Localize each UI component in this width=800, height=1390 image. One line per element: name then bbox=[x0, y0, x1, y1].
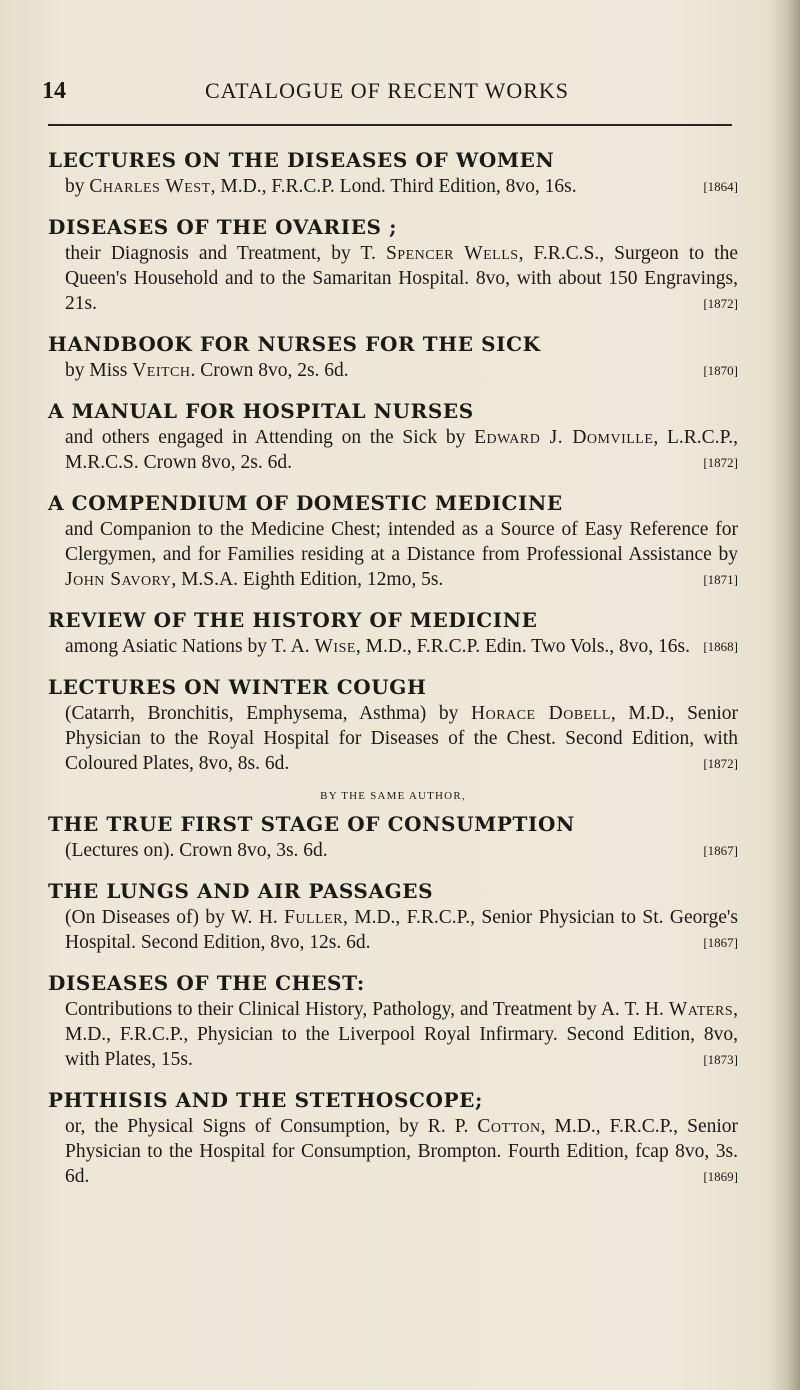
entry-title: REVIEW OF THE HISTORY OF MEDICINE bbox=[48, 608, 538, 632]
catalogue-entry bbox=[48, 969, 738, 1072]
entry-description: their Diagnosis and Treatment, by T. Spencer Wells, F.R.C.S., Surgeon to the Queen's Household and to the Samaritan Hospital. 8vo, with about 150 Engravings, 21s. [1872] bbox=[65, 243, 739, 314]
entry-year: [1869] bbox=[703, 1169, 738, 1184]
entry-author: Spencer Wells bbox=[385, 243, 519, 264]
entry-author: Cotton bbox=[477, 1116, 541, 1137]
header-rule bbox=[48, 124, 732, 126]
entry-year: [1872] bbox=[703, 756, 738, 771]
entry-author: Horace Dobell bbox=[471, 703, 611, 724]
entry-author: Wise bbox=[314, 636, 356, 657]
same-author-note: BY THE SAME AUTHOR, bbox=[320, 790, 466, 802]
entry-description: (Catarrh, Bronchitis, Emphysema, Asthma) by Horace Dobell, M.D., Senior Physician to the Royal Hospital for Diseases of the Chest. Second Edition, with Coloured Plates, 8vo, 8s. 6d. [1872] bbox=[65, 703, 738, 774]
catalogue-entry bbox=[48, 489, 738, 592]
entry-year: [1864] bbox=[703, 179, 738, 194]
entry-description: (Lectures on). Crown 8vo, 3s. 6d. [1867] bbox=[65, 840, 738, 861]
entry-title: DISEASES OF THE CHEST: bbox=[48, 971, 365, 995]
entry-title: THE TRUE FIRST STAGE OF CONSUMPTION bbox=[48, 812, 575, 836]
catalogue-entry bbox=[48, 213, 738, 316]
catalogue-entry bbox=[48, 606, 738, 659]
entry-title: LECTURES ON THE DISEASES OF WOMEN bbox=[48, 148, 555, 172]
entry-title: DISEASES OF THE OVARIES ; bbox=[48, 215, 398, 239]
page-number: 14 bbox=[42, 78, 66, 104]
catalogue-entry bbox=[48, 397, 738, 475]
catalogue-entry bbox=[48, 146, 738, 199]
entry-title: PHTHISIS AND THE STETHOSCOPE; bbox=[48, 1088, 483, 1112]
catalogue-entry bbox=[48, 877, 738, 955]
entry-author: Veitch bbox=[132, 360, 191, 381]
catalogue-entry bbox=[48, 673, 738, 776]
entry-description: by Charles West, M.D., F.R.C.P. Lond. Third Edition, 8vo, 16s. [1864] bbox=[65, 176, 738, 197]
entry-year: [1868] bbox=[703, 639, 738, 654]
entry-year: [1872] bbox=[703, 455, 738, 470]
catalogue-entry bbox=[48, 790, 738, 863]
page-edge-shadow bbox=[788, 0, 800, 1390]
entry-author: John Savory bbox=[65, 569, 172, 590]
entry-description: Contributions to their Clinical History, Pathology, and Treatment by A. T. H. Waters, M.D., F.R.C.P., Physician to the Liverpool Royal Infirmary. Second Edition, 8vo, with Plates, 15s. [1873] bbox=[65, 999, 738, 1070]
entry-year: [1871] bbox=[703, 572, 738, 587]
entry-description: (On Diseases of) by W. H. Fuller, M.D., F.R.C.P., Senior Physician to St. George's Hospital. Second Edition, 8vo, 12s. 6d. [1867] bbox=[65, 907, 738, 953]
running-head: CATALOGUE OF RECENT WORKS bbox=[204, 78, 570, 103]
entry-title: A COMPENDIUM OF DOMESTIC MEDICINE bbox=[48, 491, 563, 515]
entry-description: or, the Physical Signs of Consumption, by R. P. Cotton, M.D., F.R.C.P., Senior Physician to the Hospital for Consumption, Brompton. Fourth Edition, fcap 8vo, 3s. 6d. [1869] bbox=[65, 1116, 739, 1187]
entry-year: [1872] bbox=[703, 296, 738, 311]
entry-title: LECTURES ON WINTER COUGH bbox=[48, 675, 427, 699]
catalogue-entry bbox=[48, 1086, 738, 1189]
entry-description: by Miss Veitch. Crown 8vo, 2s. 6d. [1870] bbox=[65, 360, 738, 381]
catalogue-list bbox=[48, 146, 738, 1203]
entry-year: [1873] bbox=[703, 1052, 738, 1067]
entry-title: THE LUNGS AND AIR PASSAGES bbox=[48, 879, 434, 903]
entry-title: HANDBOOK FOR NURSES FOR THE SICK bbox=[48, 332, 541, 356]
entry-description: and others engaged in Attending on the Sick by Edward J. Domville, L.R.C.P., M.R.C.S. Crown 8vo, 2s. 6d. [1872] bbox=[65, 427, 738, 473]
entry-year: [1870] bbox=[703, 363, 738, 378]
entry-year: [1867] bbox=[703, 935, 738, 950]
entry-author: Waters bbox=[668, 999, 734, 1020]
entry-description: among Asiatic Nations by T. A. Wise, M.D., F.R.C.P. Edin. Two Vols., 8vo, 16s. [1868] bbox=[65, 636, 738, 657]
entry-title: A MANUAL FOR HOSPITAL NURSES bbox=[48, 399, 474, 423]
page-header bbox=[42, 78, 732, 110]
entry-author: Edward J. Domville bbox=[474, 427, 654, 448]
entry-author: Fuller bbox=[284, 907, 344, 928]
entry-author: Charles West bbox=[89, 176, 211, 197]
catalogue-entry bbox=[48, 330, 738, 383]
entry-year: [1867] bbox=[703, 843, 738, 858]
entry-description: and Companion to the Medicine Chest; intended as a Source of Easy Reference for Clergymen, and for Families residing at a Distance from Professional Assistance by John Savory, M.S.A. Eighth Edition, 12mo, 5s. [1871] bbox=[65, 519, 738, 590]
